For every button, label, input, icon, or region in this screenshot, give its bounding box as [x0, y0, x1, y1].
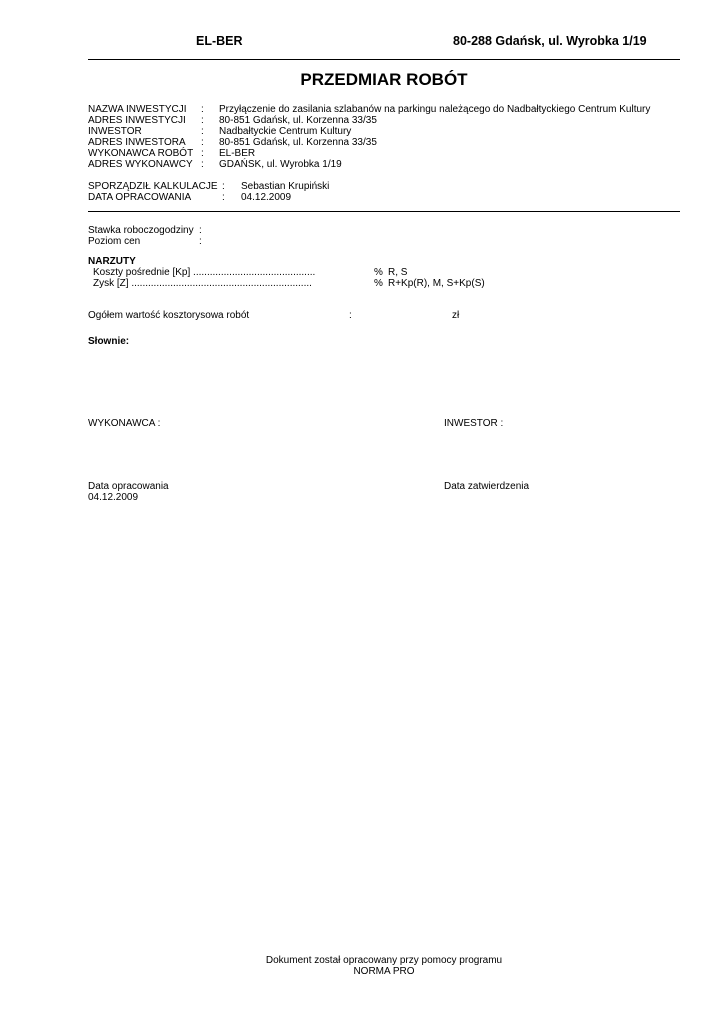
preparation-date-value: 04.12.2009 — [88, 492, 139, 503]
prep-sep: : — [222, 181, 225, 192]
narzut-pct: % — [374, 278, 383, 289]
document-title: PRZEDMIAR ROBÓT — [300, 70, 468, 89]
info-value: EL-BER — [219, 148, 256, 159]
narzuty-table — [93, 267, 485, 289]
rates-info — [88, 225, 202, 247]
info-value: 80-851 Gdańsk, ul. Korzenna 33/35 — [219, 115, 377, 126]
company-address: 80-288 Gdańsk, ul. Wyrobka 1/19 — [453, 34, 647, 48]
slownie-label: Słownie: — [88, 336, 130, 347]
info-value: GDAŃSK, ul. Wyrobka 1/19 — [219, 159, 342, 170]
info-label: ADRES WYKONAWCY — [88, 159, 193, 170]
info-sep: : — [201, 126, 204, 137]
company-name: EL-BER — [196, 34, 243, 48]
prep-value: 04.12.2009 — [241, 192, 292, 203]
prep-label: DATA OPRACOWANIA — [88, 192, 192, 203]
total-currency: zł — [452, 310, 460, 321]
prep-value: Sebastian Krupiński — [241, 181, 330, 192]
info-sep: : — [201, 159, 204, 170]
info-value: 80-851 Gdańsk, ul. Korzenna 33/35 — [219, 137, 377, 148]
rate-sep: : — [199, 236, 202, 247]
total-sep: : — [349, 310, 352, 321]
narzut-pct: % — [374, 267, 383, 278]
info-label: ADRES INWESTORA — [88, 137, 186, 148]
rate-label: Poziom cen — [88, 236, 141, 247]
info-value: Przyłączenie do zasilania szlabanów na parkingu należącego do Nadbałtyckiego Centrum Kultury — [219, 104, 651, 115]
rate-sep: : — [199, 225, 202, 236]
info-sep: : — [201, 115, 204, 126]
narzut-base: R+Kp(R), M, S+Kp(S) — [388, 278, 485, 289]
info-sep: : — [201, 137, 204, 148]
info-value: Nadbałtyckie Centrum Kultury — [219, 126, 352, 137]
contractor-signature-label: WYKONAWCA : — [88, 418, 161, 429]
section-divider — [88, 211, 680, 212]
investor-signature-label: INWESTOR : — [444, 418, 504, 429]
rate-label: Stawka roboczogodziny — [88, 225, 194, 236]
narzut-label: Zysk [Z] ................................................................. — [93, 278, 312, 289]
info-sep: : — [201, 148, 204, 159]
info-sep: : — [201, 104, 204, 115]
prep-label: SPORZĄDZIŁ KALKULACJE — [88, 181, 218, 192]
info-label: WYKONAWCA ROBÓT — [88, 148, 194, 159]
header-divider — [88, 59, 680, 60]
narzut-label: Koszty pośrednie [Kp] ............................................ — [93, 267, 316, 278]
investment-info — [88, 104, 650, 170]
info-label: ADRES INWESTYCJI — [88, 115, 186, 126]
total-label: Ogółem wartość kosztorysowa robót — [88, 310, 250, 321]
footer-line-2: NORMA PRO — [353, 966, 415, 977]
narzut-base: R, S — [388, 267, 408, 278]
footer-line-1: Dokument został opracowany przy pomocy programu — [265, 955, 503, 966]
narzuty-heading: NARZUTY — [88, 256, 136, 267]
info-label: NAZWA INWESTYCJI — [88, 104, 187, 115]
preparation-date-label: Data opracowania — [88, 481, 169, 492]
prep-sep: : — [222, 192, 225, 203]
info-label: INWESTOR — [88, 126, 142, 137]
approval-date-label: Data zatwierdzenia — [444, 481, 530, 492]
preparation-info — [88, 181, 329, 203]
